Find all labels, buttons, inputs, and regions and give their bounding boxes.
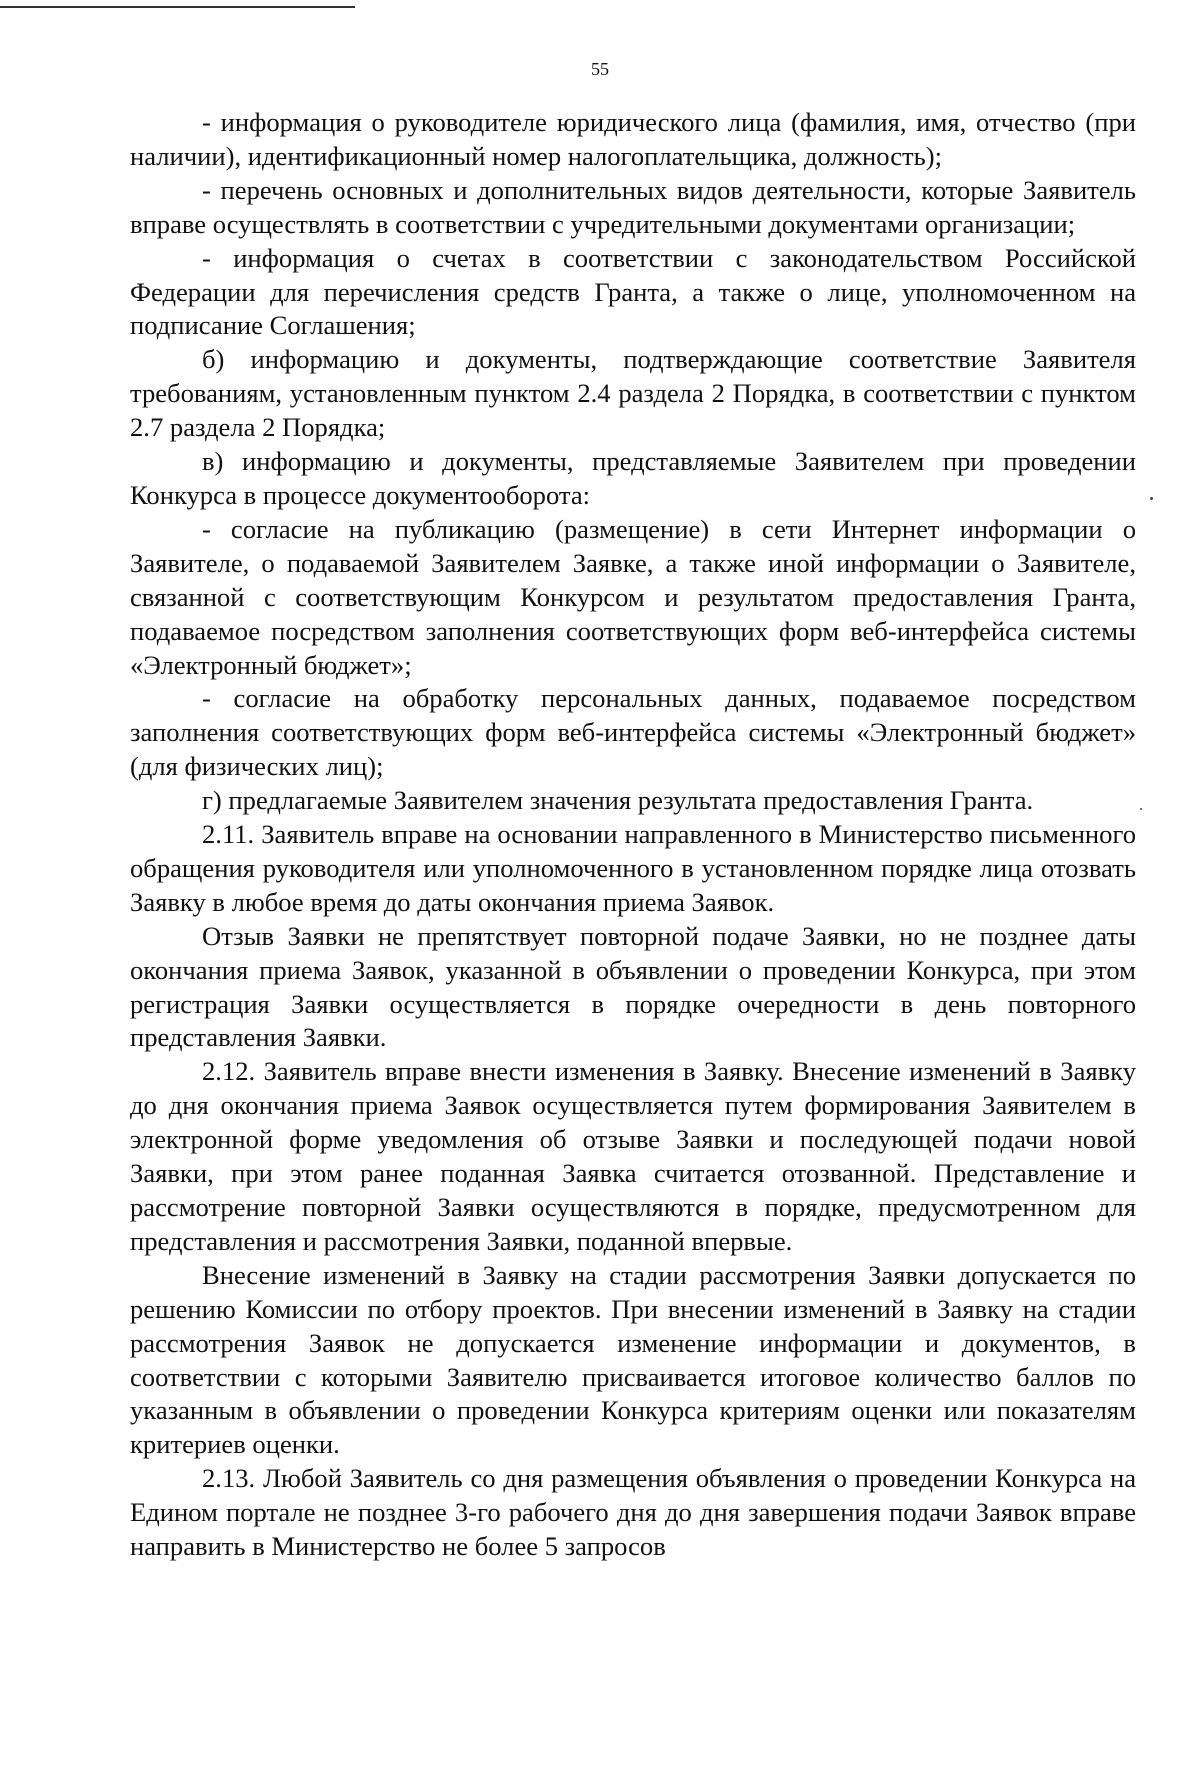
- paragraph-publication-consent: - согласие на публикацию (размещение) в сети Интернет информации о Заявителе, о подаваемой Заявителем Заявке, а также иной информации о Заявителе, связанной с соответствующим Конкурсом и результатом предоставления Гранта, подаваемое посредством заполнения соответствующих форм веб-интерфейса системы «Электронный бюджет»;: [130, 513, 1136, 680]
- paragraph-withdrawal: Отзыв Заявки не препятствует повторной подаче Заявки, но не позднее даты окончания приема Заявок, указанной в объявлении о проведении Конкурса, при этом регистрация Заявки осуществляется в порядке очередности в день повторного представления Заявки.: [130, 920, 1136, 1053]
- paragraph-accounts-info: - информация о счетах в соответствии с законодательством Российской Федерации для перечисления средств Гранта, а также о лице, уполномоченном на подписание Соглашения;: [130, 242, 1136, 341]
- paragraph-item-g: г) предлагаемые Заявителем значения результата предоставления Гранта.: [202, 785, 1034, 816]
- scan-edge-line: [0, 6, 355, 8]
- paragraph-director-info: - информация о руководителе юридического лица (фамилия, имя, отчество (при наличии), идентификационный номер налогоплательщика, должность);: [130, 107, 1136, 171]
- paragraph-activities-list: - перечень основных и дополнительных видов деятельности, которые Заявитель вправе осуществлять в соответствии с учредительными документами организации;: [130, 174, 1136, 239]
- scan-speck: [1150, 497, 1153, 500]
- scan-speck: [1140, 808, 1142, 810]
- paragraph-2-11: 2.11. Заявитель вправе на основании направленного в Министерство письменного обращения руководителя или уполномоченного в установленном порядке лица отозвать Заявку в любое время до даты окончания приема Заявок.: [130, 819, 1136, 917]
- paragraph-personal-data-consent: - согласие на обработку персональных данных, подаваемое посредством заполнения соответствующих форм веб-интерфейса системы «Электронный бюджет» (для физических лиц);: [130, 683, 1136, 782]
- document-body: [130, 106, 1136, 1564]
- paragraph-2-12: 2.12. Заявитель вправе внести изменения в Заявку. Внесение изменений в Заявку до дня окончания приема Заявок осуществляется путем формирования Заявителем в электронной форме уведомления об отзыве Заявки и последующей подачи новой Заявки, при этом ранее поданная Заявка считается отозванной. Представление и рассмотрение повторной Заявки осуществляются в порядке, предусмотренном для представления и рассмотрения Заявки, поданной впервые.: [130, 1056, 1136, 1256]
- paragraph-2-13: 2.13. Любой Заявитель со дня размещения объявления о проведении Конкурса на Едином портале не позднее 3-го рабочего дня до дня завершения подачи Заявок вправе направить в Министерство не более 5 запросов: [130, 1463, 1136, 1562]
- page-number: 55: [591, 59, 609, 79]
- paragraph-item-b: б) информацию и документы, подтверждающие соответствие Заявителя требованиям, установленным пунктом 2.4 раздела 2 Порядка, в соответствии с пунктом 2.7 раздела 2 Порядка;: [130, 344, 1136, 443]
- paragraph-changes-review: Внесение изменений в Заявку на стадии рассмотрения Заявки допускается по решению Комиссии по отбору проектов. При внесении изменений в Заявку на стадии рассмотрения Заявок не допускается изменение информации и документов, в соответствии с которыми Заявителю присваивается итоговое количество баллов по указанным в объявлении о проведении Конкурса критериям оценки или показателям критериев оценки.: [130, 1259, 1136, 1460]
- paragraph-item-v: в) информацию и документы, представляемые Заявителем при проведении Конкурса в процессе документооборота:: [130, 446, 1136, 510]
